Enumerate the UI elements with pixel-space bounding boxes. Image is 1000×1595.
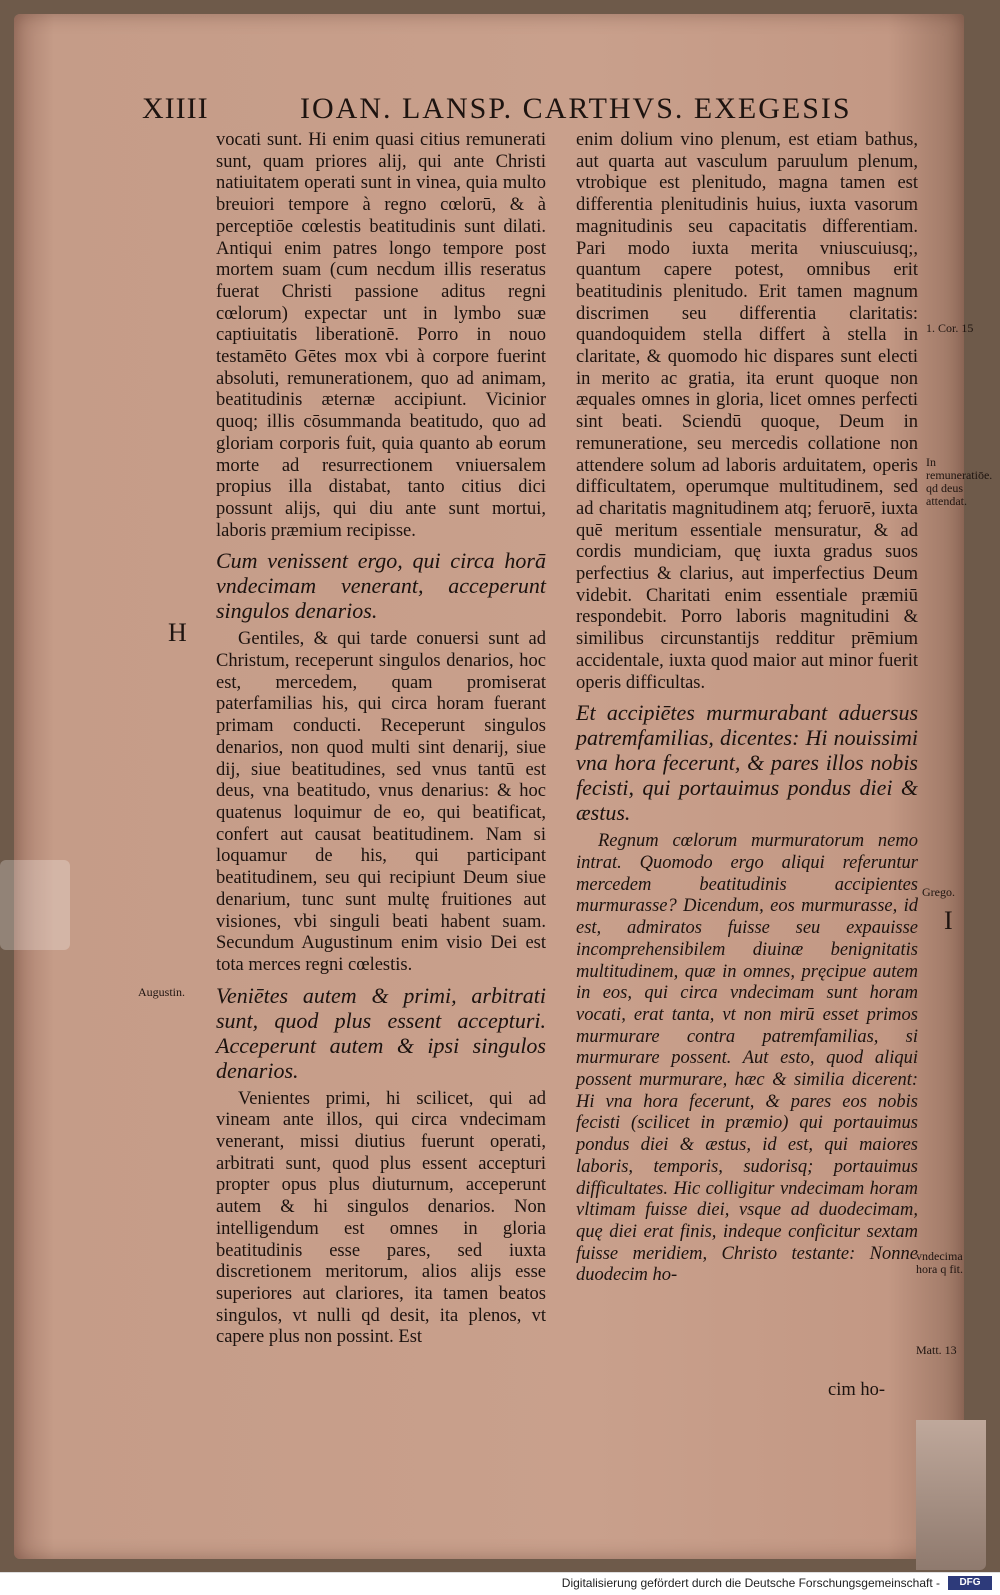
right-paragraph-1: enim dolium vino plenum, est etiam bathus, aut quarta aut vasculum paruulum plenum, vtrobique est plenitudo, magna tamen est differentia plenitudinis huius, iuxta vasorum magnitudinis seu capacitatis differentiam. Pari modo iuxta merita vniuscuiusq;, quantum capere potest, omnibus erit beatitudinis plenitudo. Erit tamen magnum discrimen seu differentia claritatis: quandoquidem stella differt à stella in claritate, & quomodo hic dispares sunt electi in merito ac gratia, ita erunt quoque non æquales omnes in gloria, licet omnes perfecti sint beati. Sciendū quoque, Deum in remuneratione, seu mercedis collatione non attendere solum ad laboris arduitatem, operis difficultatem, operumque multitudinem, sed ad charitatis magnitudinem atq; feruorē, iuxta quē meritum essentiale mensuratur, & ad cordis mundiciam, quę iuxta gradus suos perfectius & clarius, aut imperfectius Deum videbit. Charitati enim essentiale præmiū respondebit. Porro laboris magnitudini & similibus circunstantijs redditur prēmium accidentale, iuxta quod maior aut minor fuerit operis difficultas. bbox=[576, 130, 918, 693]
running-title: IOAN. LANSP. CARTHVS. EXEGESIS bbox=[300, 92, 852, 125]
margin-note-cor: 1. Cor. 15 bbox=[926, 321, 974, 335]
left-paragraph-2: Gentiles, & qui tarde conuersi sunt ad Christum, receperunt singulos denarios, hoc est, mercedem, quam promiserat paterfamilias his, qui circa horam fuerant primam conducti. Receperunt singulos denarios, non quod multi sint denarij, siue dij, siue beatitudines, sed vnus tantū est deus, vna beatitudo, vnus denarius: & hoc quatenus loquimur de eo, qui beatificat, confert aut causat beatitudinem. Nam si loquamur de his, qui participant beatitudinem, seu qui recipiunt Deum siue denarium, tunc sunt multę fruitiones aut visiones, vbi singuli beati habent suam. Secundum Augustinum enim visio Dei est tota merces regni cœlestis. bbox=[216, 629, 546, 975]
left-lemma-1: Cum venissent ergo, qui circa horā vndecimam venerant, acceperunt singulos denarios. bbox=[216, 548, 546, 624]
margin-section-letter-h: H bbox=[168, 618, 187, 647]
margin-note-grego: Grego. bbox=[922, 885, 955, 899]
margin-note-remuneratione: In remuneratiōe. qd deus attendat. bbox=[926, 455, 993, 508]
page-folio: XIIII bbox=[142, 92, 209, 125]
footer-bar bbox=[0, 1572, 1000, 1595]
left-paragraph-1: vocati sunt. Hi enim quasi citius remunerati sunt, quam priores alij, qui ante Christi natiuitatem operati sunt in vinea, quia multo breuiori tempore à regno cœlorū, & à perceptiōe cœlestis beatitudinis sunt dilati. Antiqui enim patres longo tempore post mortem suam (cum necdum illis reseratus fuerat Christi passione aditus regni cœlorum) expectar unt in lymbo suæ captiuitatis liberationē. Porro in nouo testamēto Gētes mox vbi à corpore fuerint absoluti, remunerationem, quo ad animam, beatitudinis æternæ accipiunt. Vicinior quoq; illis cōsummanda beatitudo, quo ad gloriam corporis fuit, quia quanto ab eorum morte ad resurrectionem vniuersalem propius illa distabat, tanto citius dici possunt alijs, qui diu ante sunt mortui, laboris præmium recipisse. bbox=[216, 130, 546, 541]
left-paragraph-3: Venientes primi, hi scilicet, qui ad vineam ante illos, qui circa vndecimam venerant, missi diutius fuerunt operati, arbitrati sunt, quod plus essent accepturi propter opus plus diuturnum, acceperunt autem & hi singulos denarios. Non intelligendum est omnes in gloria beatitudinis esse pares, sed iuxta discretionem meritorum, alios alijs esse superiores aut clariores, ita tamen beatos singulos, vt nulli qd desit, ita plenos, vt capere plus non possint. Est bbox=[216, 1088, 546, 1348]
margin-note-vndecima: vndecima hora q fit. bbox=[916, 1249, 963, 1276]
dfg-logo-icon: DFG bbox=[948, 1576, 992, 1590]
right-lemma-1: Et accipiētes murmurabant aduersus patremfamilias, dicentes: Hi nouissimi vna hora fecerunt, & pares illos nobis fecisti, qui portauimus pondus diei & æstus. bbox=[576, 700, 918, 826]
margin-note-matt: Matt. 13 bbox=[916, 1343, 957, 1357]
right-column bbox=[576, 130, 918, 1291]
running-head bbox=[0, 92, 1000, 132]
footer-credit: Digitalisierung gefördert durch die Deutsche Forschungsgemeinschaft - bbox=[561, 1576, 940, 1590]
margin-section-letter-i: I bbox=[944, 906, 953, 935]
catchword: cim ho- bbox=[828, 1380, 886, 1400]
paper-clip-shadow bbox=[0, 860, 70, 950]
margin-note-augustin: Augustin. bbox=[138, 985, 186, 999]
left-column bbox=[216, 130, 546, 1353]
right-paragraph-2: Regnum cœlorum murmuratorum nemo intrat. Quomodo ergo aliqui referuntur mercedem beatitudinis accipientes murmurasse? Dicendum, eos murmurasse, id est, admiratos fuisse seu expauisse incomprehensibilem diuinæ benignitatis multitudinem, quæ in omnes, pręcipue autem in eos, qui circa vndecimam sunt horam vocati, erat tanta, vt non mirū esset primos murmurare contra patremfamilias, si murmurare possent. Aut esto, quod aliqui possent murmurare, hæc & similia dicerent: Hi vna hora fecerunt, & pares eos nobis fecisti (scilicet in præmio) qui portauimus pondus diei & æstus, id est, qui maiores laboris, temporis, sudorisq; portauimus difficultates. Hic colligitur vndecimam horam vltimam fuisse diei, vsque ad duodecimam, quę diei erat finis, indeque conficitur sextam fuisse meridiem, Christo testante: Nonne duodecim ho- bbox=[576, 831, 918, 1286]
left-lemma-2: Veniētes autem & primi, arbitrati sunt, quod plus essent accepturi. Acceperunt autem & ipsi singulos denarios. bbox=[216, 982, 546, 1083]
page-edge bbox=[916, 1420, 986, 1570]
